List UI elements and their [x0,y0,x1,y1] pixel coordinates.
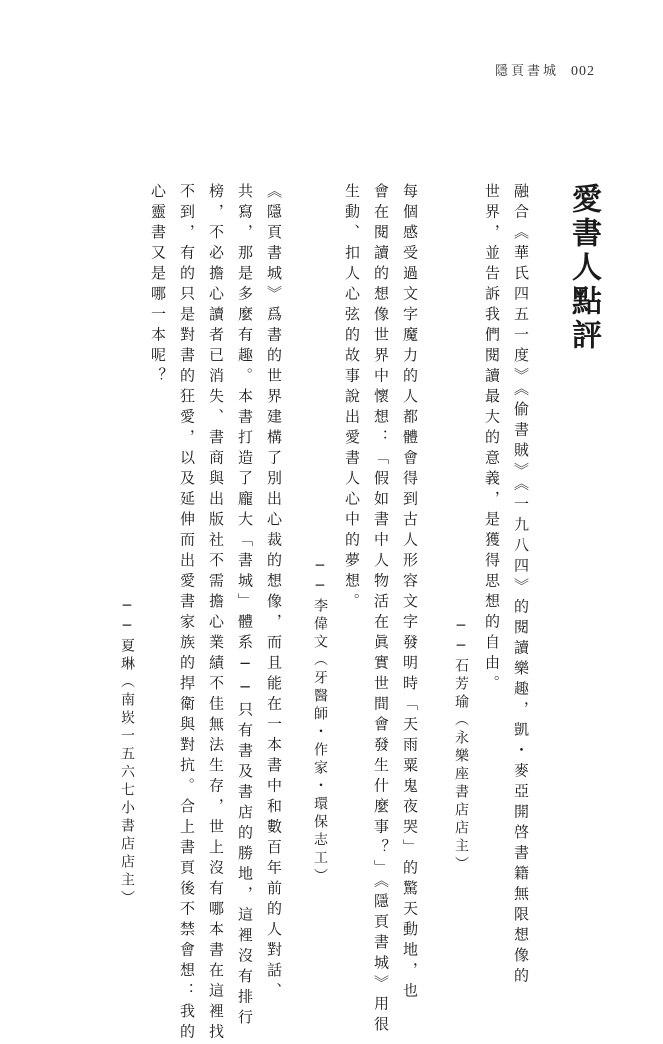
review-1-line-2: 世界，並告訴我們閱讀最大的意義，是獲得思想的自由。 [483,183,501,696]
review-2-line-3: 生動、扣人心弦的故事說出愛書人心中的夢想。 [343,183,361,614]
review-3-line-1: 《隱頁書城》爲書的世界建構了別出心裁的想像，而且能在一本書中和數百年前的人對話、 [265,183,283,1003]
review-3-line-2: 共寫，那是多麼有趣。本書打造了龐大「書城」體系──只有書及書店的勝地，這裡沒有排行 [236,183,254,1030]
running-title: 隱頁書城 [494,64,559,79]
page-title: 愛書人點評 [566,183,601,353]
review-3-attribution: ──夏琳（南崁一五六七小書店店主） [119,598,135,908]
review-3-line-3: 榜，不必擔心讀者已消失、書商與出版社不需擔心業績不佳無法生存，世上沒有哪本書在這裡找 [207,183,225,1044]
review-2-attribution: ──李偉文（牙醫師・作家・環保志工） [312,558,328,886]
review-1-line-1: 融合《華氏四五一度》《偷書賊》《一九八四》的閱讀樂趣，凱・麥亞開啓書籍無限想像的 [512,183,530,988]
review-1-attribution: ──石芳瑜（永樂座書店店主） [453,618,469,874]
page-number: 002 [571,64,595,79]
review-2-line-2: 會在閱讀的想像世界中懷想：「假如書中人物活在眞實世間會發生什麼事？」《隱頁書城》用很 [372,183,390,1037]
review-3-line-5: 心靈書又是哪一本呢？ [149,183,167,388]
review-2-line-1: 每個感受過文字魔力的人都體會得到古人形容文字發明時「天雨粟鬼夜哭」的驚天動地，也 [401,183,419,1003]
review-3-line-4: 不到，有的只是對書的狂愛，以及延伸而出愛書家族的捍衛與對抗。合上書頁後不禁會想：我的 [178,183,196,1044]
running-header [495,60,595,80]
